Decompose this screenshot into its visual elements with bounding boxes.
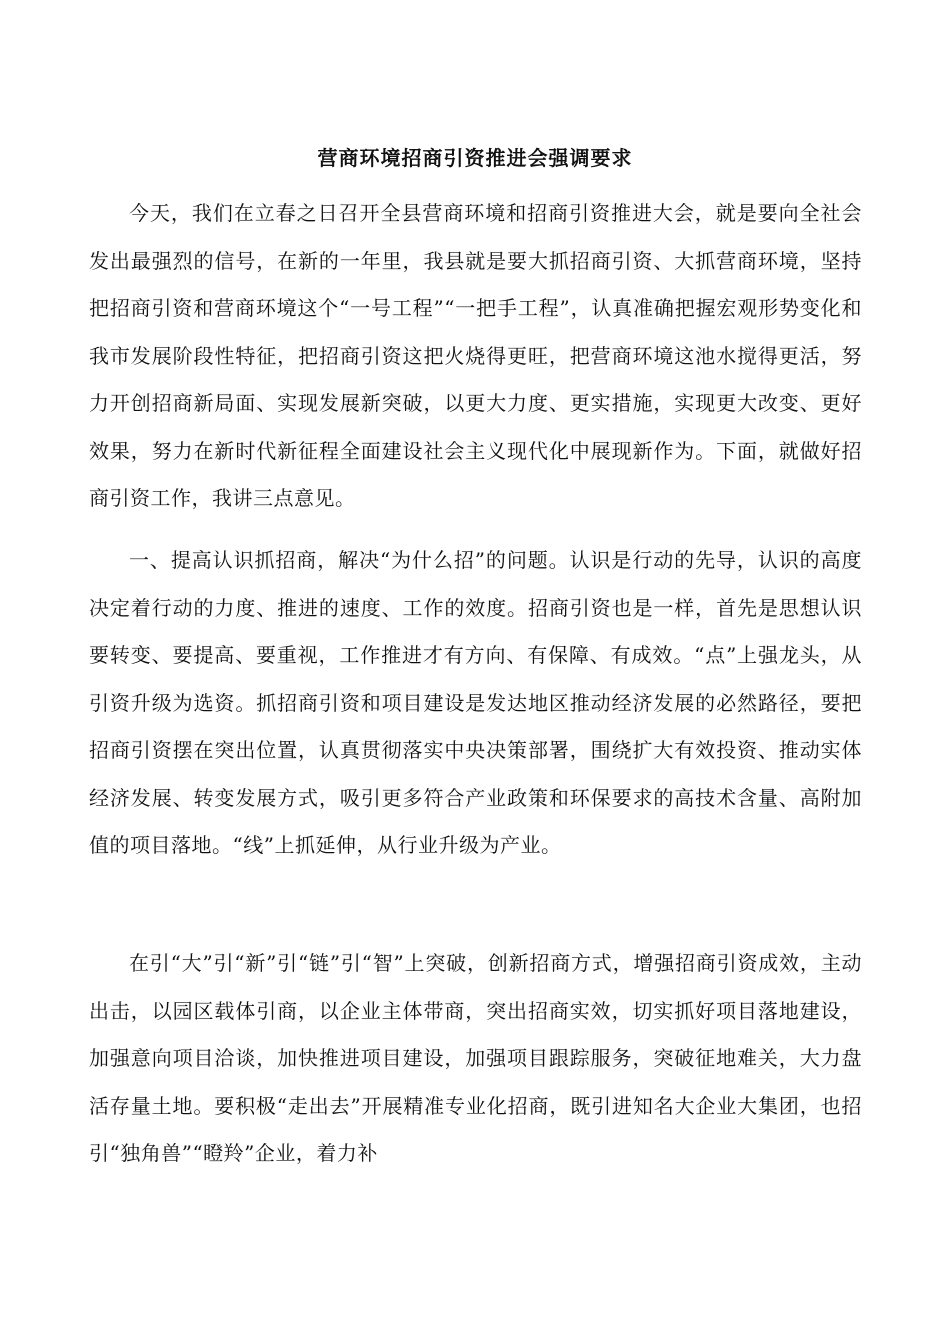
paragraph-2: 一、提高认识抓招商，解决“为什么招”的问题。认识是行动的先导，认识的高度决定着行动的力度、推进的速度、工作的效度。招商引资也是一样，首先是思想认识要转变、要提高、要重视，工作推进才有方向、有保障、有成效。“点”上强龙头，从引资升级为选资。抓招商引资和项目建设是发达地区推动经济发展的必然路径，要把招商引资摆在突出位置，认真贯彻落实中央决策部署，围绕扩大有效投资、推动实体经济发展、转变发展方式，吸引更多符合产业政策和环保要求的高技术含量、高附加值的项目落地。“线”上抓延伸，从行业升级为产业。 — [89, 548, 862, 857]
paragraph-1: 今天，我们在立春之日召开全县营商环境和招商引资推进大会，就是要向全社会发出最强烈的信号，在新的一年里，我县就是要大抓招商引资、大抓营商环境，坚持把招商引资和营商环境这个“一号工程”“一把手工程”，认真准确把握宏观形势变化和我市发展阶段性特征，把招商引资这把火烧得更旺，把营商环境这池水搅得更活，努力开创招商新局面、实现发展新突破，以更大力度、更实措施，实现更大改变、更好效果，努力在新时代新征程全面建设社会主义现代化中展现新作为。下面，就做好招商引资工作，我讲三点意见。 — [89, 201, 862, 510]
document-title: 营商环境招商引资推进会强调要求 — [317, 146, 633, 170]
paragraph-3: 在引“大”引“新”引“链”引“智”上突破，创新招商方式，增强招商引资成效，主动出击，以园区载体引商，以企业主体带商，突出招商实效，切实抓好项目落地建设，加强意向项目洽谈，加快推进项目建设，加强项目跟踪服务，突破征地难关，大力盘活存量土地。要积极“走出去”开展精准专业化招商，既引进知名大企业大集团，也招引“独角兽”“瞪羚”企业，着力补 — [89, 951, 862, 1165]
